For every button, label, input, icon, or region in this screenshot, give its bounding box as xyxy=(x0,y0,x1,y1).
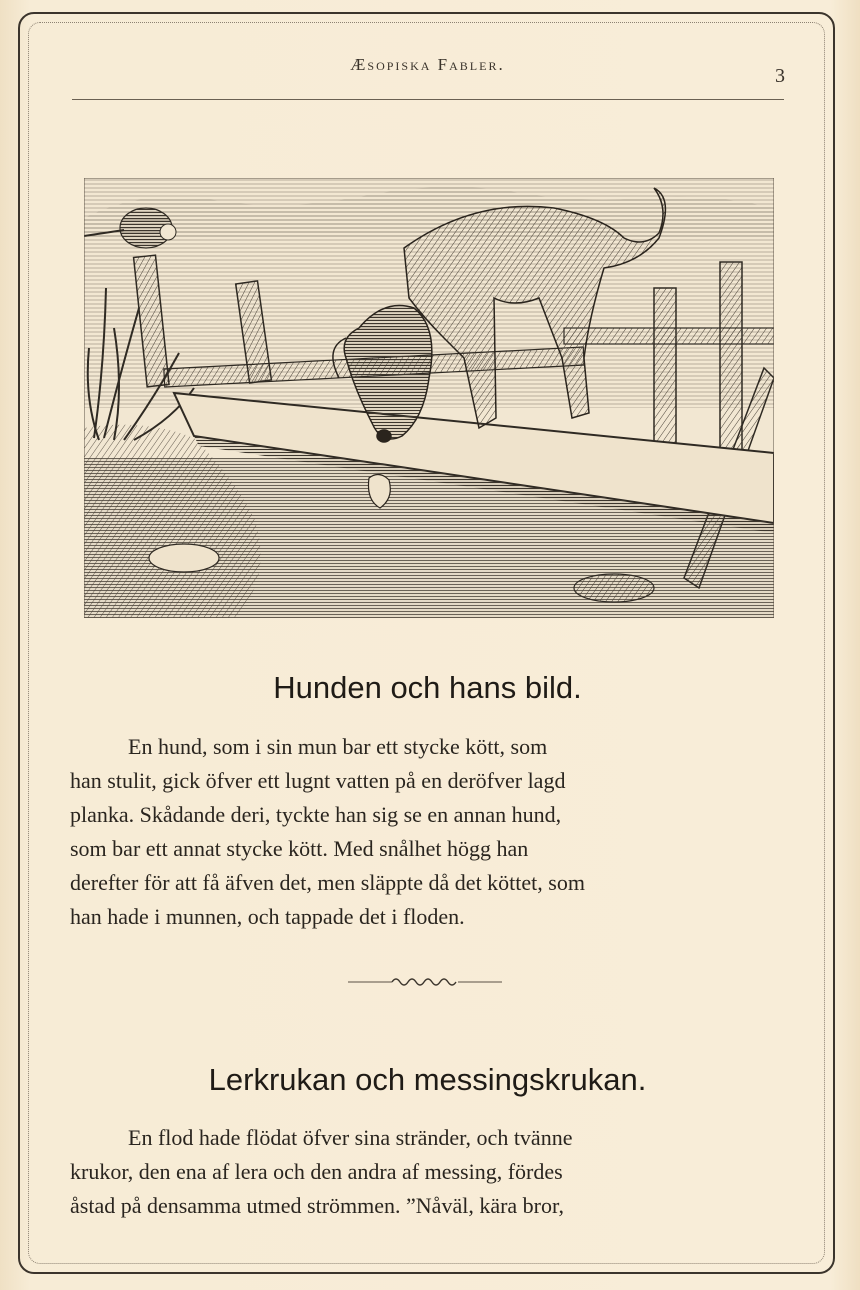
section-divider-ornament xyxy=(348,974,502,990)
fable-1-line-4: som bar ett annat stycke kött. Med snålhet högg han xyxy=(70,836,529,861)
fable-1-line-6: han hade i munnen, och tappade det i floden. xyxy=(70,904,465,929)
fable-illustration xyxy=(84,178,774,618)
fable-2-line-2: krukor, den ena af lera och den andra af messing, fördes xyxy=(70,1159,563,1184)
fable-2-line-3: åstad på densamma utmed strömmen. ”Nåväl, kära bror, xyxy=(70,1193,564,1218)
header-rule xyxy=(72,99,784,100)
fable-text-2 xyxy=(70,1121,783,1223)
fable-2-line-1: En flod hade flödat öfver sina stränder, och tvänne xyxy=(128,1125,573,1150)
fable-1-line-3: planka. Skådande deri, tyckte han sig se en annan hund, xyxy=(70,802,562,827)
fable-title-1: Hunden och hans bild. xyxy=(273,670,582,705)
running-title: Æsopiska Fabler. xyxy=(350,55,505,74)
fable-text-1 xyxy=(70,730,783,934)
fable-1-line-5: derefter för att få äfven det, men släppte då det köttet, som xyxy=(70,870,585,895)
page-header xyxy=(70,55,785,95)
fable-title-2: Lerkrukan och messingskrukan. xyxy=(208,1062,647,1097)
fable-1-line-2: han stulit, gick öfver ett lugnt vatten på en deröfver lagd xyxy=(70,768,566,793)
fable-1-line-1: En hund, som i sin mun bar ett stycke kött, som xyxy=(128,734,548,759)
page-number: 3 xyxy=(775,65,785,87)
